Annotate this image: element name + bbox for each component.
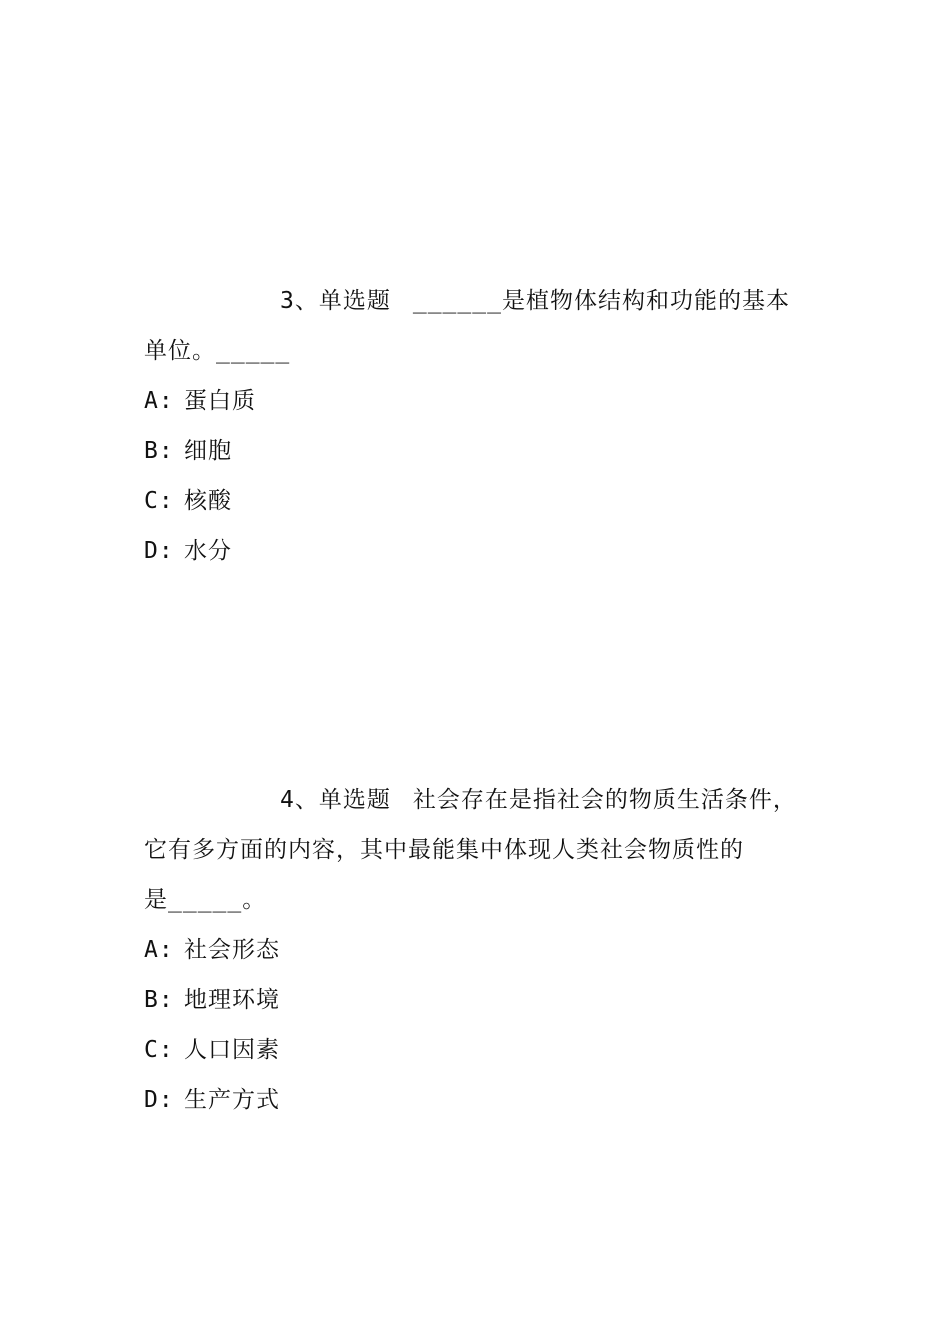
option-c <box>144 1025 834 1075</box>
question-stem-line: 它有多方面的内容，其中最能集中体现人类社会物质性的 <box>144 837 744 863</box>
question-3 <box>144 276 834 576</box>
option-letter: A: <box>144 388 174 414</box>
option-letter: B: <box>144 987 174 1013</box>
option-letter: C: <box>144 488 174 514</box>
question-number: 3、 <box>280 288 319 314</box>
option-letter: A: <box>144 937 174 963</box>
option-text: 人口因素 <box>184 1037 280 1063</box>
option-b <box>144 975 834 1025</box>
option-d <box>144 1075 834 1125</box>
question-header <box>144 775 834 825</box>
option-letter: C: <box>144 1037 174 1063</box>
question-number: 4、 <box>280 787 319 813</box>
option-text: 细胞 <box>184 438 232 464</box>
option-text: 地理环境 <box>184 987 280 1013</box>
option-text: 生产方式 <box>184 1087 280 1113</box>
option-letter: D: <box>144 538 174 564</box>
option-letter: D: <box>144 1087 174 1113</box>
option-text: 水分 <box>184 538 232 564</box>
option-a <box>144 925 834 975</box>
question-header <box>144 276 834 326</box>
option-d <box>144 526 834 576</box>
option-text: 核酸 <box>184 488 232 514</box>
question-4 <box>144 775 834 1125</box>
option-b <box>144 426 834 476</box>
question-type: 单选题 <box>318 288 391 314</box>
question-stem-line: ______是植物体结构和功能的基本 <box>412 288 790 314</box>
question-stem-line: 是_____。 <box>144 887 267 913</box>
question-stem-line: 单位。_____ <box>144 338 291 364</box>
option-letter: B: <box>144 438 174 464</box>
question-stem-line: 社会存在是指社会的物质生活条件， <box>412 787 797 813</box>
option-text: 蛋白质 <box>184 388 256 414</box>
option-a <box>144 376 834 426</box>
question-type: 单选题 <box>318 787 391 813</box>
option-text: 社会形态 <box>184 937 280 963</box>
option-c <box>144 476 834 526</box>
